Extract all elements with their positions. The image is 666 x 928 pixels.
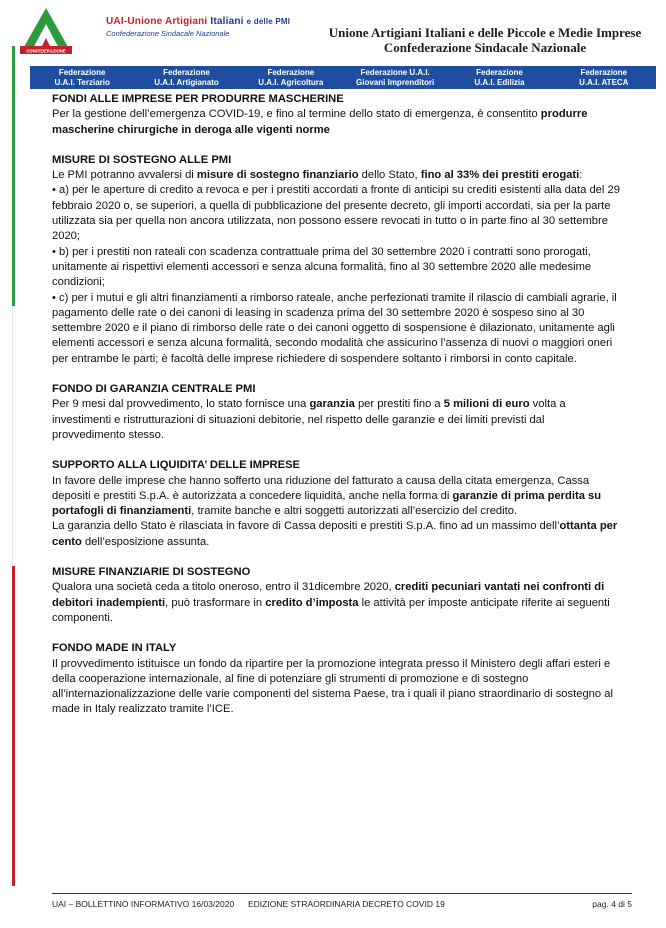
brand-block [106, 16, 290, 38]
brand-name-italiani: Italiani [210, 16, 244, 27]
flag-stripe-white [12, 306, 16, 566]
federation-item: Federazione U.A.I. Agricoltura [258, 68, 324, 87]
section-mascherine [52, 92, 620, 138]
brand-name-red: UAI-Unione Artigiani [106, 16, 208, 27]
org-line-2: Confederazione Sindacale Nazionale [383, 40, 587, 55]
section-text: Qualora una società ceda a titolo oneroso, entro il 31dicembre 2020, crediti pecuniari vantati nei confronti di debitori inadempienti, può trasformare in credito d’imposta le attività per imposte anticipate riferite ai seguenti componenti. [52, 581, 610, 624]
page-number: pag. 4 di 5 [592, 899, 632, 909]
footer-bulletin: UAI – BOLLETTINO INFORMATIVO 16/03/2020 [52, 899, 235, 909]
section-text: In favore delle imprese che hanno sofferto una riduzione del fatturato a causa della citata emergenza, Cassa depositi e prestiti S.p.A. è autorizzata a concedere liquidità, anche nella forma di garanzie di prima perdita su portafogli di finanziamenti, tramite banche e altri soggetti autorizzati all’esercizio del credito. [52, 474, 602, 518]
brand-subtitle: Confederazione Sindacale Nazionale [106, 29, 230, 38]
section-made-in-italy [52, 641, 620, 717]
footer-divider [52, 893, 632, 894]
federation-item: Federazione U.A.I. Giovani Imprenditori [356, 68, 435, 87]
federation-item: Federazione U.A.I. Terziario [54, 68, 110, 87]
bullet-item: • b) per i prestiti non rateali con scadenza contrattuale prima del 30 settembre 2020 i contratti sono prorogati, unitamente ai rispettivi elementi accessori e senza alcuna formalità, fino al 30 settembre 2020 alle medesime condizioni; [52, 245, 592, 289]
brand-name-tail: e delle PMI [246, 17, 291, 26]
section-liquidita [52, 458, 620, 550]
organization-title [320, 25, 650, 55]
letterhead [14, 6, 654, 62]
section-misure-finanziarie [52, 565, 620, 626]
section-title: FONDO DI GARANZIA CENTRALE PMI [52, 383, 256, 396]
uai-logo-icon [16, 6, 102, 56]
section-title: MISURE DI SOSTEGNO ALLE PMI [52, 153, 232, 166]
section-text: Per 9 mesi dal provvedimento, lo stato fornisce una garanzia per prestiti fino a 5 milioni di euro volta a investimenti e ristrutturazioni di situazioni debitorie, nel rispetto delle garanzie e dei limiti previsti dal provvedimento stesso. [52, 398, 566, 441]
section-title: FONDI ALLE IMPRESE PER PRODURRE MASCHERINE [52, 93, 344, 105]
section-text: La garanzia dello Stato è rilasciata in favore di Cassa depositi e prestiti S.p.A. fino ad un massimo dell’ottanta per cento dell’esposizione assunta. [52, 520, 618, 548]
bulletin-body [52, 92, 620, 733]
flag-stripe-red [12, 566, 15, 886]
bullet-item: • c) per i mutui e gli altri finanziamenti a rimborso rateale, anche perfezionati tramite il rilascio di cambiali agrarie, il pagamento delle rate o dei canoni di leasing in scadenza prima del 30 settembre 2020 è sospeso sino al 30 settembre 2020 e il piano di rimborso delle rate o dei canoni oggetto di sospensione è dilazionato, unitamente agli elementi accessori e senza alcuna formalità, secondo modalità che assicurino l’assenza di nuovi o maggiori oneri per entrambe le parti; è facoltà delle imprese richiedere di sospendere soltanto i rimborsi in conto capitale. [52, 291, 617, 365]
brand-name [106, 16, 290, 27]
section-title: MISURE FINANZIARIE DI SOSTEGNO [52, 566, 251, 579]
bullet-item: • a) per le aperture di credito a revoca e per i prestiti accordati a fronte di anticipi su crediti esistenti alla data del 29 febbraio 2020 o, se superiori, a quella di pubblicazione del presente decreto, gli importi accordati, sia per la parte utilizzata sia per quella non ancora utilizzata, non possono essere revocati in tutto o in parte fino al 30 settembre 2020; [52, 184, 620, 243]
section-title: FONDO MADE IN ITALY [52, 642, 177, 655]
federation-item: Federazione U.A.I. Edilizia [474, 68, 525, 87]
footer-edition: EDIZIONE STRAORDINARIA DECRETO COVID 19 [248, 899, 445, 909]
section-text: Per la gestione dell’emergenza COVID-19, e fino al termine dello stato di emergenza, è consentito produrre mascherine chirurgiche in deroga alle vigenti norme [52, 108, 588, 136]
org-line-1: Unione Artigiani Italiani e delle Piccole e Medie Imprese [328, 25, 642, 40]
section-misure-pmi [52, 153, 620, 367]
flag-stripe-green [12, 46, 15, 306]
federation-item: Federazione U.A.I. Artigianato [154, 68, 219, 87]
section-fondo-garanzia [52, 382, 620, 443]
federations-bar [30, 66, 656, 89]
section-title: SUPPORTO ALLA LIQUIDITA’ DELLE IMPRESE [52, 459, 301, 472]
section-text: Le PMI potranno avvalersi di misure di sostegno finanziario dello Stato, fino al 33% dei prestiti erogati: [52, 169, 583, 182]
logo-text: CONFEDERAZIONE [26, 48, 66, 54]
section-text: Il provvedimento istituisce un fondo da ripartire per la promozione integrata presso il Ministero degli affari esteri e della cooperazione internazionale, al fine di potenziare gli strumenti di promozione e di sostegno all’internazionalizzazione delle varie componenti del sistema Paese, tra i quali il piano straordinario di sostegno al made in Italy realizzato tramite l’ICE. [52, 657, 613, 716]
federation-item: Federazione U.A.I. ATECA [579, 68, 629, 87]
